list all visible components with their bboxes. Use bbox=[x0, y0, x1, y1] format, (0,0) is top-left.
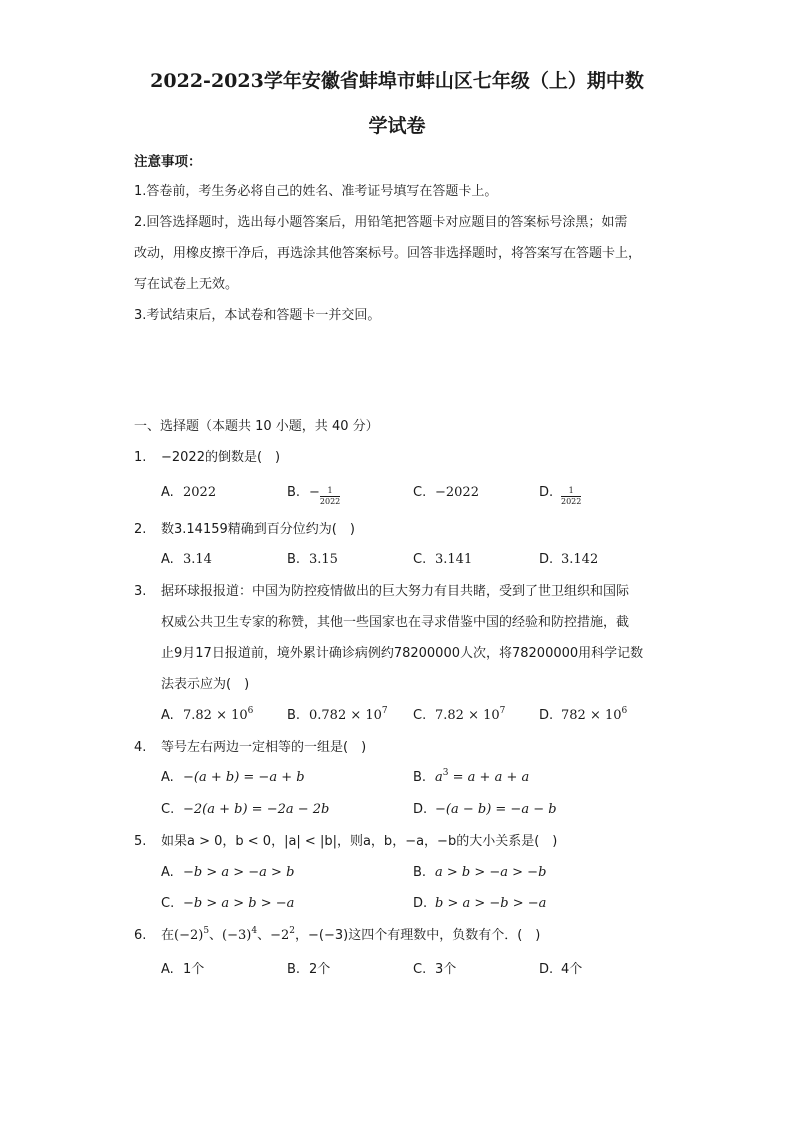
q6-term: ，−(−3)这四个有理数中，负数有个．( ) bbox=[295, 928, 541, 943]
option-value: 3.142 bbox=[561, 552, 599, 567]
fraction-denominator: 2022 bbox=[319, 497, 341, 506]
option-value: −2022 bbox=[435, 485, 479, 500]
notes-heading: 注意事项： bbox=[134, 154, 202, 170]
option-c bbox=[161, 896, 294, 911]
option-value: a bbox=[435, 770, 443, 785]
option-d bbox=[413, 802, 557, 817]
option-label: D. bbox=[539, 485, 554, 500]
question-6-text bbox=[161, 920, 665, 951]
option-label: C. bbox=[413, 552, 427, 567]
question-3-line2: 权威公共卫生专家的称赞，其他一些国家也在寻求借鉴中国的经验和防控措施，截 bbox=[161, 615, 630, 630]
option-a bbox=[161, 552, 212, 567]
question-number: 3. bbox=[134, 584, 147, 599]
option-value: 4个 bbox=[561, 962, 583, 977]
option-a bbox=[161, 958, 204, 977]
option-label: B. bbox=[287, 485, 301, 500]
fraction bbox=[561, 486, 581, 507]
option-b bbox=[287, 485, 340, 507]
option-label: A. bbox=[161, 485, 174, 500]
exponent: 7 bbox=[381, 706, 388, 716]
option-label: C. bbox=[413, 708, 427, 723]
q6-term: 、(−3) bbox=[209, 928, 252, 943]
option-sign: − bbox=[309, 485, 320, 500]
note-2-line3: 写在试卷上无效。 bbox=[134, 277, 239, 292]
exponent: 5 bbox=[203, 926, 210, 936]
option-a bbox=[161, 485, 216, 500]
option-label: C. bbox=[413, 962, 427, 977]
option-value: −2(a + b) = −2a − 2b bbox=[183, 802, 330, 817]
option-value: 2个 bbox=[309, 962, 331, 977]
question-2-text: 数3.14159精确到百分位约为( ) bbox=[161, 522, 355, 537]
option-a bbox=[161, 865, 294, 880]
question-3-line4: 法表示应为( ) bbox=[161, 677, 250, 692]
option-c bbox=[413, 485, 479, 500]
option-label: D. bbox=[413, 802, 428, 817]
option-value: 3个 bbox=[435, 962, 457, 977]
option-value: b > a > −b > −a bbox=[435, 896, 547, 911]
option-a bbox=[161, 770, 305, 785]
option-b bbox=[287, 958, 330, 977]
option-value: 7.82 × 10 bbox=[435, 708, 500, 723]
option-value: 1个 bbox=[183, 962, 205, 977]
question-1-text: −2022的倒数是( ) bbox=[161, 450, 281, 465]
option-label: B. bbox=[413, 770, 427, 785]
option-value: 0.782 × 10 bbox=[309, 708, 382, 723]
fraction-numerator: 1 bbox=[561, 486, 581, 497]
option-label: D. bbox=[539, 962, 554, 977]
option-d bbox=[539, 958, 582, 977]
option-label: A. bbox=[161, 865, 174, 880]
fraction bbox=[320, 486, 340, 507]
option-c bbox=[413, 552, 472, 567]
option-d bbox=[539, 552, 598, 567]
exponent: 6 bbox=[247, 706, 254, 716]
option-value: −b > a > b > −a bbox=[183, 896, 295, 911]
option-d bbox=[539, 708, 627, 723]
question-number: 1. bbox=[134, 450, 147, 465]
option-value: 2022 bbox=[183, 485, 217, 500]
question-3-line1: 据环球报报道：中国为防控疫情做出的巨大努力有目共睹，受到了世卫组织和国际 bbox=[161, 584, 630, 599]
option-value: 782 × 10 bbox=[561, 708, 622, 723]
exponent: 7 bbox=[499, 706, 506, 716]
option-label: C. bbox=[161, 896, 175, 911]
option-d bbox=[539, 485, 581, 507]
exponent: 4 bbox=[251, 926, 258, 936]
exponent: 2 bbox=[289, 926, 295, 936]
option-value: 3.141 bbox=[435, 552, 473, 567]
option-value: 3.15 bbox=[309, 552, 338, 567]
option-label: C. bbox=[413, 485, 427, 500]
fraction-numerator: 1 bbox=[320, 486, 340, 497]
option-label: B. bbox=[287, 708, 301, 723]
option-label: D. bbox=[539, 708, 554, 723]
option-label: B. bbox=[413, 865, 427, 880]
question-5-text: 如果a > 0，b < 0，|a| < |b|，则a，b，−a，−b的大小关系是( ) bbox=[161, 834, 558, 849]
exam-title-line1: 2022-2023学年安徽省蚌埠市蚌山区七年级（上）期中数 bbox=[150, 70, 644, 92]
q6-term: 在(−2) bbox=[161, 928, 204, 943]
question-number: 5. bbox=[134, 834, 147, 849]
question-3-line3: 止9月17日报道前，境外累计确诊病例约78200000人次，将78200000用科学记数 bbox=[161, 646, 644, 661]
option-value: −(a + b) = −a + b bbox=[183, 770, 305, 785]
option-label: D. bbox=[539, 552, 554, 567]
option-b bbox=[413, 865, 546, 880]
q6-term: 、−2 bbox=[257, 928, 290, 943]
option-label: A. bbox=[161, 552, 174, 567]
question-number: 4. bbox=[134, 740, 147, 755]
note-3: 3.考试结束后，本试卷和答题卡一并交回。 bbox=[134, 308, 381, 323]
option-value: −(a − b) = −a − b bbox=[435, 802, 557, 817]
option-b bbox=[413, 770, 529, 785]
fraction-denominator: 2022 bbox=[561, 497, 582, 506]
option-value: 3.14 bbox=[183, 552, 212, 567]
note-1: 1.答卷前，考生务必将自己的姓名、准考证号填写在答题卡上。 bbox=[134, 184, 498, 199]
option-label: C. bbox=[161, 802, 175, 817]
question-number: 2. bbox=[134, 522, 147, 537]
option-value: = a + a + a bbox=[448, 770, 530, 785]
option-label: A. bbox=[161, 962, 174, 977]
exponent: 6 bbox=[621, 706, 628, 716]
note-2-line2: 改动，用橡皮擦干净后，再选涂其他答案标号。回答非选择题时，将答案写在答题卡上， bbox=[134, 246, 642, 261]
question-4-text: 等号左右两边一定相等的一组是( ) bbox=[161, 740, 367, 755]
option-value: a > b > −a > −b bbox=[435, 865, 547, 880]
exam-title-line2: 学试卷 bbox=[368, 115, 426, 137]
option-label: B. bbox=[287, 962, 301, 977]
option-c bbox=[161, 802, 329, 817]
option-label: A. bbox=[161, 770, 174, 785]
section-heading: 一、选择题（本题共 10 小题，共 40 分） bbox=[134, 419, 379, 434]
option-label: B. bbox=[287, 552, 301, 567]
option-label: A. bbox=[161, 708, 174, 723]
exponent: 3 bbox=[442, 768, 449, 778]
option-a bbox=[161, 708, 253, 723]
option-b bbox=[287, 708, 388, 723]
question-number: 6. bbox=[134, 928, 147, 943]
option-c bbox=[413, 958, 456, 977]
option-c bbox=[413, 708, 505, 723]
option-value: −b > a > −a > b bbox=[183, 865, 295, 880]
note-2-line1: 2.回答选择题时，选出每小题答案后，用铅笔把答题卡对应题目的答案标号涂黑；如需 bbox=[134, 215, 628, 230]
option-d bbox=[413, 896, 546, 911]
option-b bbox=[287, 552, 338, 567]
option-label: D. bbox=[413, 896, 428, 911]
option-value: 7.82 × 10 bbox=[183, 708, 248, 723]
